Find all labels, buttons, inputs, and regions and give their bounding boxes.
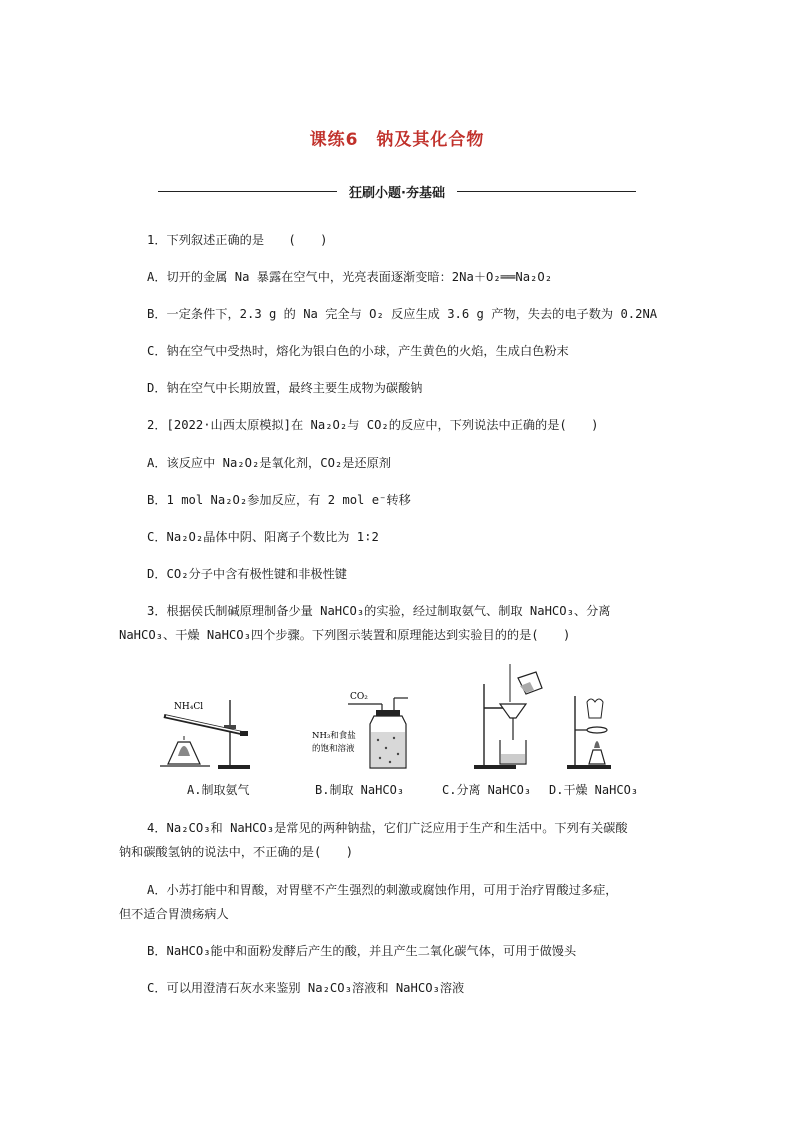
q3-stem-line2: NaHCO₃、干燥 NaHCO₃四个步骤。下列图示装置和原理能达到实验目的的是( ) (119, 628, 571, 642)
figure-b-caption: B.制取 NaHCO₃ (315, 783, 405, 797)
q3-stem-line1: 3．根据侯氏制碱原理制备少量 NaHCO₃的实验，经过制取氨气、制取 NaHCO₃、分离 (147, 604, 611, 618)
figure-a-caption: A.制取氨气 (187, 783, 250, 797)
figure-b-gas-label: CO₂ (350, 692, 368, 702)
figure-b-liquid-label1: NH₃和食盐 (312, 731, 356, 741)
q4-option-a-line1: A．小苏打能中和胃酸，对胃壁不产生强烈的刺激或腐蚀作用，可用于治疗胃酸过多症， (147, 883, 618, 897)
q4-stem-line2: 钠和碳酸氢钠的说法中，不正确的是( ) (119, 845, 354, 859)
q4-option-a-line2: 但不适合胃溃疡病人 (119, 907, 229, 921)
q1-option-c: C．钠在空气中受热时，熔化为银白色的小球，产生黄色的火焰，生成白色粉末 (147, 344, 569, 358)
figure-b-liquid-label2: 的饱和溶液 (312, 744, 355, 754)
q1-stem: 1．下列叙述正确的是 ( ) (147, 233, 328, 247)
q1-option-d: D．钠在空气中长期放置，最终主要生成物为碳酸钠 (147, 381, 423, 395)
q4-option-c: C．可以用澄清石灰水来鉴别 Na₂CO₃溶液和 NaHCO₃溶液 (147, 981, 465, 995)
q4-option-b: B．NaHCO₃能中和面粉发酵后产生的酸，并且产生二氧化碳气体，可用于做馒头 (147, 944, 577, 958)
figure-d-apparatus (565, 688, 625, 774)
q4-stem-line1: 4．Na₂CO₃和 NaHCO₃是常见的两种钠盐，它们广泛应用于生产和生活中。下列有关碳酸 (147, 821, 628, 835)
q1-option-a: A．切开的金属 Na 暴露在空气中，光亮表面逐渐变暗：2Na＋O₂══Na₂O₂ (147, 270, 553, 284)
section-rule-left (158, 191, 337, 192)
figure-c-apparatus (470, 660, 545, 774)
q2-option-c: C．Na₂O₂晶体中阴、阳离子个数比为 1∶2 (147, 530, 379, 544)
section-rule-right (457, 191, 636, 192)
section-label: 狂刷小题·夯基础 (349, 185, 445, 201)
q2-option-b: B．1 mol Na₂O₂参加反应，有 2 mol e⁻转移 (147, 493, 411, 507)
figure-a-apparatus (150, 688, 260, 772)
figure-c-caption: C.分离 NaHCO₃ (442, 783, 532, 797)
q2-option-a: A．该反应中 Na₂O₂是氧化剂，CO₂是还原剂 (147, 456, 391, 470)
figure-a-label: NH₄Cl (174, 702, 204, 712)
page-title: 课练6 钠及其化合物 (309, 130, 485, 150)
section-header (158, 182, 636, 200)
q2-option-d: D．CO₂分子中含有极性键和非极性键 (147, 567, 347, 581)
figure-d-caption: D.干燥 NaHCO₃ (549, 783, 639, 797)
q2-stem: 2．[2022·山西太原模拟]在 Na₂O₂与 CO₂的反应中，下列说法中正确的是( ) (147, 418, 599, 432)
q1-option-b: B．一定条件下，2.3 g 的 Na 完全与 O₂ 反应生成 3.6 g 产物，失去的电子数为 0.2NA (147, 307, 658, 321)
figure-b-apparatus (308, 688, 428, 774)
